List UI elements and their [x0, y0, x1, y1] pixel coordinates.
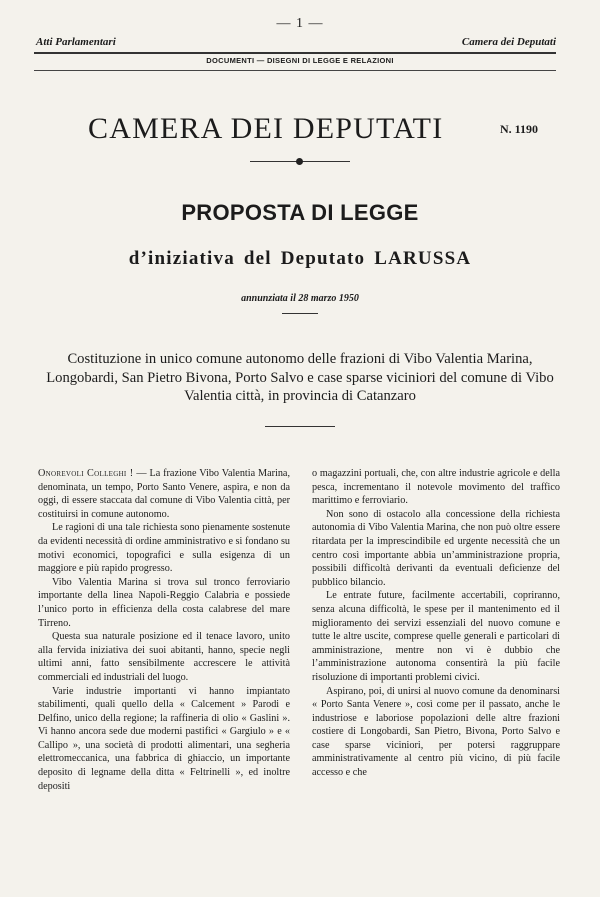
- paragraph: Varie industrie importanti vi hanno impiantato stabilimenti, quali quello della « Calcement » Parodi e Delfino, unico della regione; la raffineria di olio « Gaslini ». Vi hanno ancora sede due moderni pastifici « Gargiulo » e « Callipo », una società di prodotti alimentari, una segheria elettromeccanica, una fabbrica di ghiaccio, un importante deposito di legname della ditta « Feltrinelli », ed inoltre depositi: [38, 685, 290, 792]
- header-right: Camera dei Deputati: [461, 36, 556, 48]
- paragraph: o magazzini portuali, che, con altre industrie agricole e della pesca, incrementano il notevole movimento del traffico marittimo e ferroviario.: [312, 468, 560, 507]
- paragraph: Le entrate future, facilmente accertabili, copriranno, senza alcuna difficoltà, le spese per il mantenimento ed il miglioramento dei servizi essenziali del nuovo comune e tutte le altre uscite, comprese quelle generali e particolari di amministrazione, mentre non vi è dubbio che l’amministrazione autonoma consentirà la più facile risoluzione di importanti problemi civici.: [312, 590, 560, 683]
- paragraph: [38, 467, 290, 521]
- header-rule-bottom: [34, 70, 556, 71]
- salutation: Onorevoli Colleghi !: [38, 468, 134, 479]
- header-left: Atti Parlamentari: [36, 36, 116, 48]
- chamber-title: CAMERA DEI DEPUTATI: [88, 112, 444, 145]
- paragraph-text: — La frazione Vibo Valentia Marina, denominata, un tempo, Porto Santo Venere, aspira, e non da oggi, di essere staccata dal comune di Vibo Valentia città, per costituirsi in comune autonomo.: [38, 468, 290, 520]
- paragraph: Vibo Valentia Marina si trova sul tronco ferroviario importante della linea Napoli-Reggio Calabria e possiede l’unico porto in efficienza della costa calabrese del mare Tirreno.: [38, 576, 290, 629]
- document-type: PROPOSTA DI LEGGE: [181, 200, 419, 225]
- header-rule-top: [34, 52, 556, 54]
- body-column-right: [312, 467, 560, 780]
- paragraph: Questa sua naturale posizione ed il tenace lavoro, unito alla fervida iniziativa dei suoi abitanti, hanno, specie negli ultimi anni, fatto sensibilmente accrescere le attività commerciali ed industriali del luogo.: [38, 631, 290, 683]
- paragraph: Non sono di ostacolo alla concessione della richiesta autonomia di Vibo Valentia Marina, che non può oltre essere ritardata per la imprescindibile ed urgente necessità che un centro così importante abbia un’amministrazione propria, possibili difficoltà derivanti da eventuali deficienze del pubblico bilancio.: [312, 508, 560, 588]
- body-column-left: [38, 467, 290, 793]
- document-number: N. 1190: [500, 122, 539, 136]
- divider-subject: [265, 426, 335, 427]
- announcement-date: annunziata il 28 marzo 1950: [241, 293, 359, 304]
- initiative-line: d’iniziativa del Deputato LARUSSA: [128, 248, 472, 269]
- paragraph: Aspirano, poi, di unirsi al nuovo comune da denominarsi « Porto Santa Venere », così come per il passato, anche le industriose e laboriose popolazioni delle altre frazioni costiere di Longobardi, San Pietro, Bivona, Porto Salvo e case sparse viciniori, per potersi raggruppare amministrativamente al centro più vicino, di più facile accesso e che: [312, 685, 560, 779]
- divider-short: [282, 313, 318, 314]
- section-header: DOCUMENTI — DISEGNI DI LEGGE E RELAZIONI: [206, 56, 394, 65]
- paragraph: Le ragioni di una tale richiesta sono pienamente sostenute da evidenti necessità di ordine amministrativo e si fondano su motivi economici, topografici e sulla esigenza di un maggiore e più rapido progresso.: [38, 522, 290, 575]
- bill-subject: Costituzione in unico comune autonomo delle frazioni di Vibo Valentia Marina, Longobardi, San Pietro Bivona, Porto Salvo e case sparse viciniori del comune di Vibo Valentia città, in provincia di Catanzaro: [46, 351, 554, 404]
- page-number: — 1 —: [276, 16, 324, 31]
- ornament-dot: [296, 158, 303, 165]
